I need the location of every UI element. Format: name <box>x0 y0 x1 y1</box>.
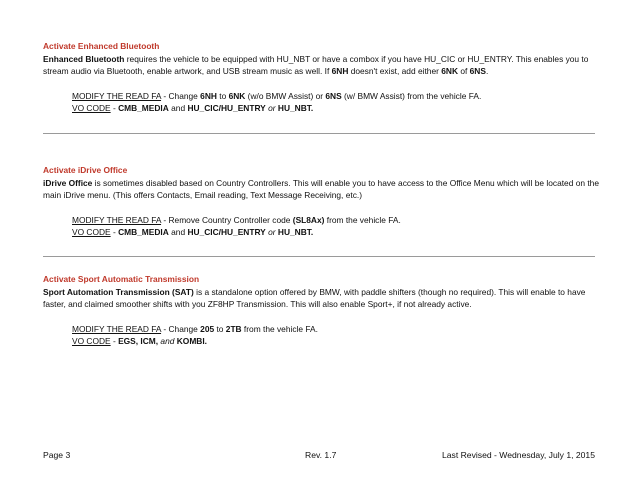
footer-revision: Rev. 1.7 <box>305 450 337 460</box>
footer-page-number: Page 3 <box>43 450 71 460</box>
section-description: Enhanced Bluetooth requires the vehicle to be equipped with HU_NBT or have a combox if you have HU_CIC or HU_ENTRY. This enables you to stream audio via Bluetooth, enable artwork, and USB stream music as well. If 6NH doesn't exist, add either 6NK of 6NS. <box>43 53 589 76</box>
section-idrive-office <box>43 164 603 239</box>
vo-code-line: VO CODE - CMB_MEDIA and HU_CIC/HU_ENTRY or HU_NBT. <box>72 103 314 113</box>
vo-code-line: VO CODE - EGS, ICM, and KOMBI. <box>72 336 207 346</box>
modify-fa-line: MODIFY THE READ FA - Change 6NH to 6NK (w/o BMW Assist) or 6NS (w/ BMW Assist) from the vehicle FA. <box>72 90 482 101</box>
vo-code-line: VO CODE - CMB_MEDIA and HU_CIC/HU_ENTRY or HU_NBT. <box>72 227 314 237</box>
modify-fa-line: MODIFY THE READ FA - Change 205 to 2TB from the vehicle FA. <box>72 323 318 334</box>
section-sport-automatic-transmission <box>43 273 603 348</box>
footer-last-revised: Last Revised - Wednesday, July 1, 2015 <box>441 450 595 460</box>
section-heading: Activate Enhanced Bluetooth <box>43 41 160 51</box>
section-description: iDrive Office is sometimes disabled based on Country Controllers. This will enable you to have access to the Office Menu which will be located on the main iDrive menu. (This offers Contacts, Email reading, Text Message Receiving, etc.) <box>43 177 599 200</box>
section-heading: Activate iDrive Office <box>43 165 128 175</box>
section-heading: Activate Sport Automatic Transmission <box>43 274 200 284</box>
vo-code-label: VO CODE <box>72 336 111 346</box>
section-description: Sport Automation Transmission (SAT) is a standalone option offered by BMW, with paddle shifters (though no required). This will enable to have faster, and claimed smoother shifts with you ZF8HP Transmission. This will also enable Sport+, if not already active. <box>43 286 586 309</box>
modify-fa-label: MODIFY THE READ FA <box>72 214 162 225</box>
vo-code-label: VO CODE <box>72 227 111 237</box>
section-enhanced-bluetooth <box>43 40 603 115</box>
feature-name: Enhanced Bluetooth <box>43 53 125 64</box>
feature-name: iDrive Office <box>43 177 93 188</box>
section-divider <box>43 133 595 134</box>
modify-fa-label: MODIFY THE READ FA <box>72 323 162 334</box>
modify-fa-line: MODIFY THE READ FA - Remove Country Controller code (SL8Ax) from the vehicle FA. <box>72 214 401 225</box>
feature-name: Sport Automation Transmission (SAT) <box>43 286 194 297</box>
section-divider <box>43 256 595 257</box>
modify-fa-label: MODIFY THE READ FA <box>72 90 162 101</box>
vo-code-label: VO CODE <box>72 103 111 113</box>
